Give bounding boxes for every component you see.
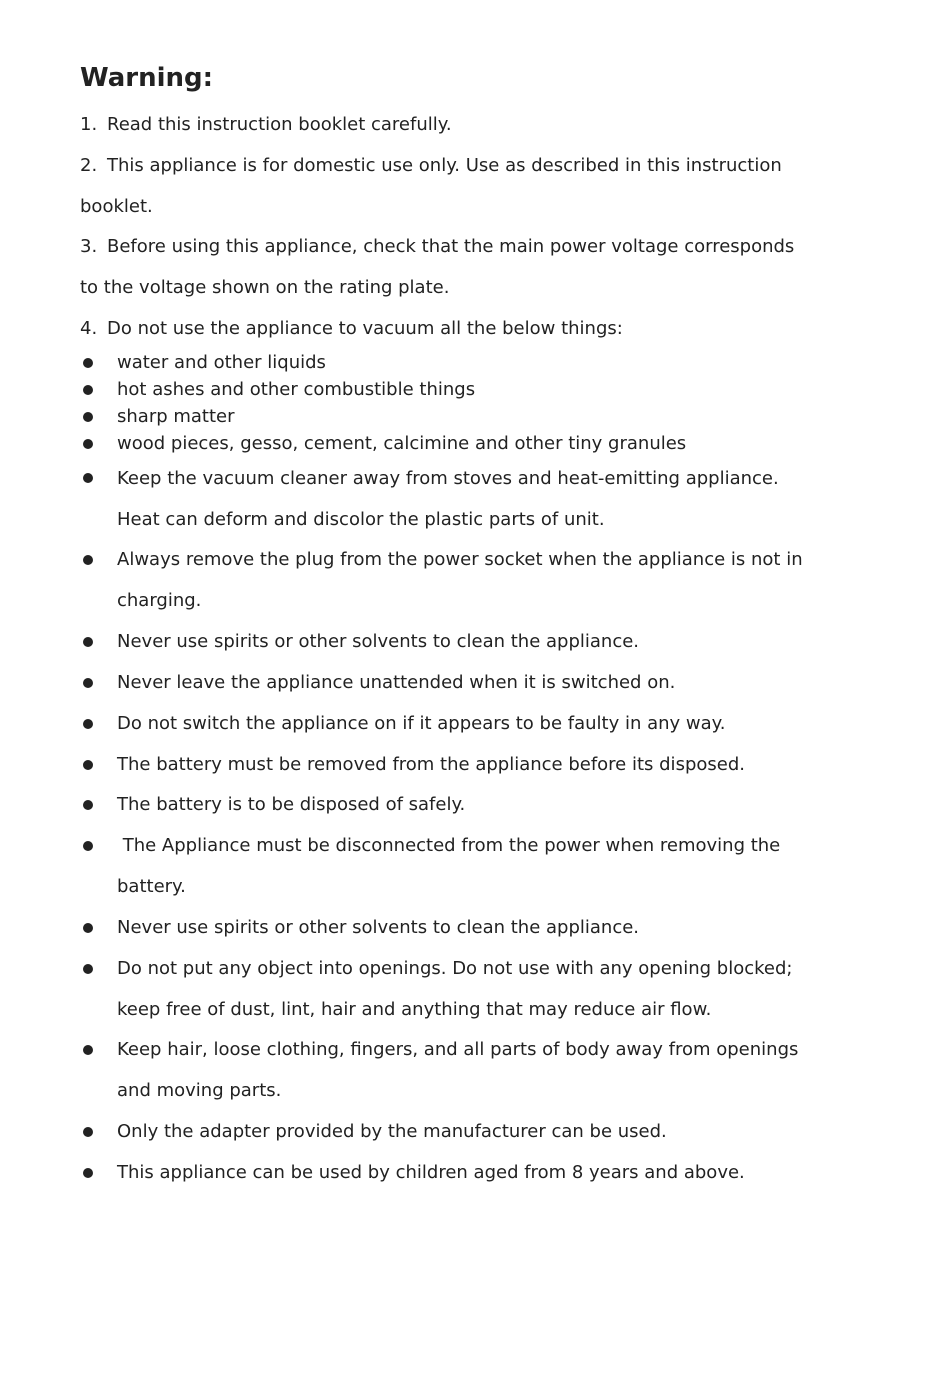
bullet-text: The battery is to be disposed of safely.: [117, 794, 466, 815]
item-text: Do not use the appliance to vacuum all the below things:: [107, 318, 623, 339]
bullet-text: sharp matter: [117, 406, 235, 427]
bullet-dot: [83, 1045, 93, 1055]
bullet-text: Only the adapter provided by the manufacturer can be used.: [117, 1121, 667, 1142]
bullet-dot: [83, 358, 93, 368]
bullet-text-continued: Heat can deform and discolor the plastic parts of unit.: [117, 509, 605, 530]
bullet-text: Keep hair, loose clothing, fingers, and all parts of body away from openings: [117, 1039, 799, 1060]
item-number: 1.: [80, 114, 98, 135]
bullet-text: Do not put any object into openings. Do not use with any opening blocked;: [117, 958, 793, 979]
bullet-dot: [83, 412, 93, 422]
item-number: 2.: [80, 155, 98, 176]
bullet-text: Do not switch the appliance on if it appears to be faulty in any way.: [117, 713, 726, 734]
bullet-dot: [83, 678, 93, 688]
numbered-item-2: [80, 154, 782, 178]
bullet-text: hot ashes and other combustible things: [117, 379, 476, 400]
numbered-item-2-continued: booklet.: [80, 196, 153, 217]
bullet-dot: [83, 800, 93, 810]
item-number: 4.: [80, 318, 98, 339]
bullet-dot: [83, 385, 93, 395]
bullet-dot: [83, 1127, 93, 1137]
bullet-text: Never use spirits or other solvents to clean the appliance.: [117, 631, 640, 652]
numbered-item-4: [80, 317, 623, 341]
bullet-dot: [83, 841, 93, 851]
bullet-dot: [83, 760, 93, 770]
bullet-text-continued: charging.: [117, 590, 202, 611]
bullet-dot: [83, 555, 93, 565]
bullet-dot: [83, 923, 93, 933]
bullet-text: Keep the vacuum cleaner away from stoves and heat-emitting appliance.: [117, 468, 779, 489]
page-title: Warning:: [80, 63, 214, 93]
numbered-item-3: [80, 235, 794, 259]
item-number: 3.: [80, 236, 98, 257]
bullet-text: wood pieces, gesso, cement, calcimine and other tiny granules: [117, 433, 687, 454]
bullet-text: Never use spirits or other solvents to clean the appliance.: [117, 917, 640, 938]
bullet-dot: [83, 637, 93, 647]
bullet-text-continued: keep free of dust, lint, hair and anything that may reduce air flow.: [117, 999, 712, 1020]
bullet-dot: [83, 439, 93, 449]
bullet-text: Never leave the appliance unattended when it is switched on.: [117, 672, 676, 693]
bullet-text: The battery must be removed from the appliance before its disposed.: [117, 754, 745, 775]
bullet-text-continued: battery.: [117, 876, 186, 897]
numbered-item-3-continued: to the voltage shown on the rating plate.: [80, 277, 450, 298]
bullet-text: Always remove the plug from the power socket when the appliance is not in: [117, 549, 803, 570]
item-text: This appliance is for domestic use only. Use as described in this instruction: [107, 155, 782, 176]
item-text: Before using this appliance, check that the main power voltage corresponds: [107, 236, 795, 257]
bullet-text: The Appliance must be disconnected from the power when removing the: [117, 835, 781, 856]
bullet-text: This appliance can be used by children aged from 8 years and above.: [117, 1162, 745, 1183]
bullet-dot: [83, 1168, 93, 1178]
bullet-dot: [83, 719, 93, 729]
item-text: Read this instruction booklet carefully.: [107, 114, 452, 135]
bullet-dot: [83, 473, 93, 483]
bullet-text: water and other liquids: [117, 352, 326, 373]
numbered-item-1: [80, 113, 452, 137]
bullet-text-continued: and moving parts.: [117, 1080, 282, 1101]
bullet-dot: [83, 964, 93, 974]
